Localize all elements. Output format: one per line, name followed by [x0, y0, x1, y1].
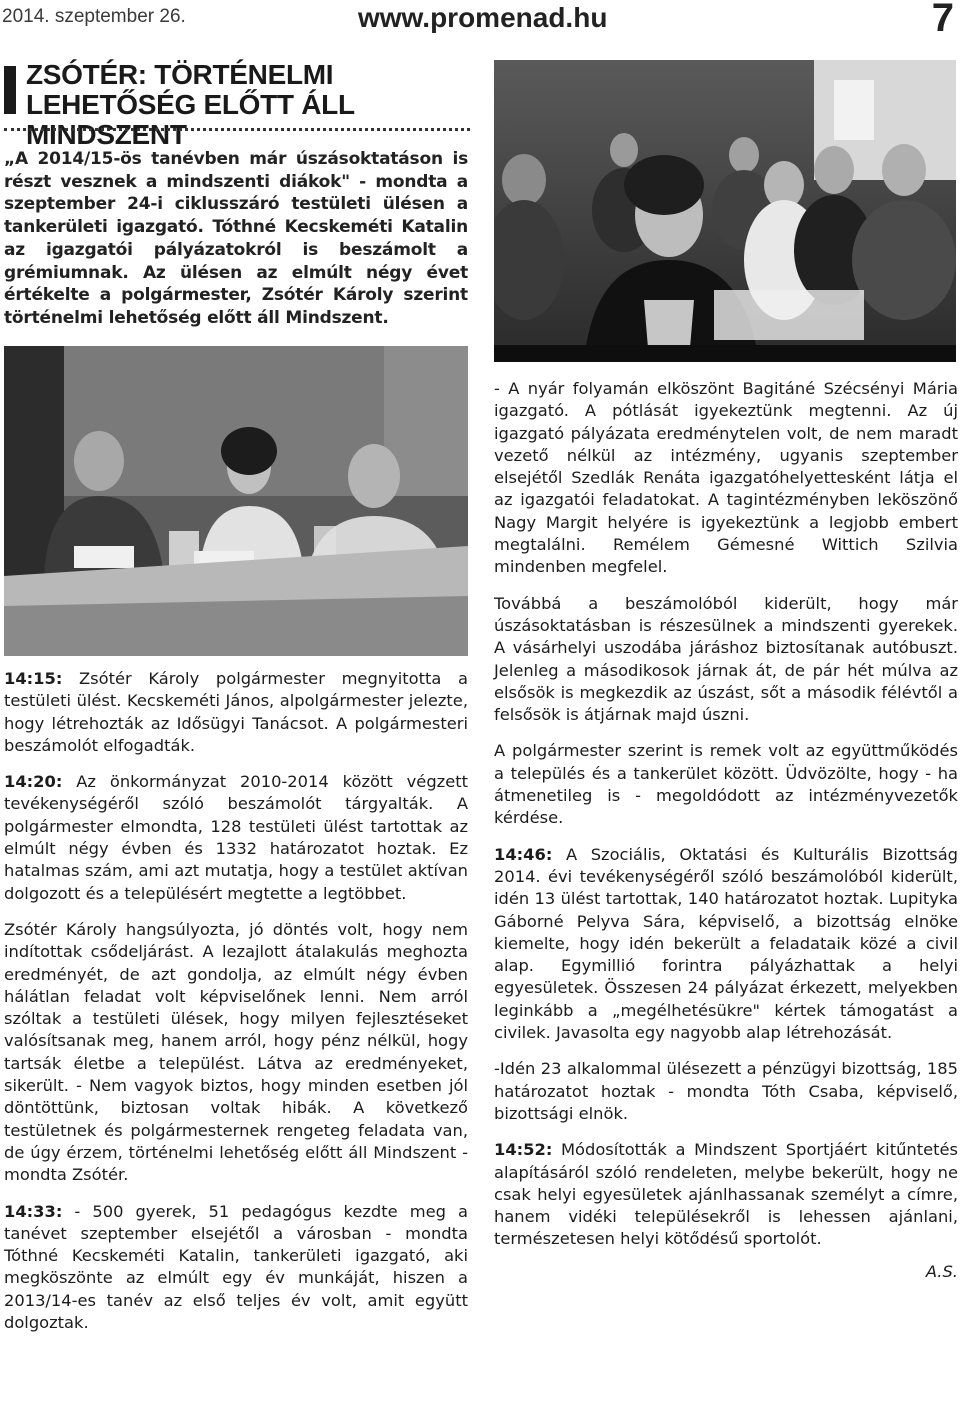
paragraph-text: A polgármester szerint is remek volt az együttműködés a település és a tankerület között. Üdvözölte, hogy - ha átmenetileg is - megoldódott az intézményvezetők kérdése.: [494, 741, 958, 828]
meeting-photo-speaker-image: [494, 60, 956, 362]
paragraph: [4, 1201, 468, 1335]
page-header: [0, 0, 960, 40]
paragraph-text: - A nyár folyamán elköszönt Bagitáné Szécsényi Mária igazgató. A pótlását igyekeztünk megtenni. Az új igazgató pályázata eredménytelen volt, de nem maradt vezető nélkül az intézmény, ugyanis szeptember elsejétől Szedlák Renáta igazgatóhelyettesként látja el az igazgatói feladatokat. A tagintézményben leköszönő Nagy Margit helyére is igyekeztünk a legjobb embert megtalálni. Remélem Gémesné Wittich Szilvia mindenben megfelel.: [494, 379, 958, 577]
meeting-photo-presidium-image: [4, 346, 468, 656]
article-title: ZSÓTÉR: TÖRTÉNELMI LEHETŐSÉG ELŐTT ÁLL MINDSZENT: [26, 59, 355, 150]
timestamp: 14:15:: [4, 669, 63, 688]
paragraph: [4, 919, 468, 1187]
paragraph-text: Zsótér Károly polgármester megnyitotta a testületi ülést. Kecskeméti János, alpolgármester jelezte, hogy létrehozták az Idősügyi Tanácsot. A polgármesteri beszámolót elfogadták.: [4, 669, 468, 755]
paragraph: [494, 1139, 958, 1250]
paragraph-text: - 500 gyerek, 51 pedagógus kezdte meg a tanévet szeptember elsejétől a városban - mondta Tóthné Kecskeméti Katalin, tankerületi igazgató, aki megköszönte az elmúlt egy év munkáját, hiszen a 2013/14-es tanév az első teljes év volt, amit együtt dolgoztak.: [4, 1201, 468, 1333]
timestamp: 14:33:: [4, 1201, 63, 1221]
paragraph-text: Zsótér Károly hangsúlyozta, jó döntés volt, hogy nem indítottak csődeljárást. A lezajlott átalakulás meghozta eredményét, de azt gondolja, az elmúlt négy évben hálátlan feladat volt képviselőnek lenni. Nem arról szóltak a testületi ülések, hogy milyen fejlesztéseket valósítsanak meg, hanem arról, hogy pénz nélkül, hogy tartsák életbe a települést. Látva az eredményeket, sikerült. - Nem vagyok biztos, hogy minden esetben jól döntöttünk, biztosan voltak hibák. A következő testületnek és polgármesternek rengeteg feladata van, de úgy érzem, történelmi lehetőség előtt áll Mindszent - mondta Zsótér.: [4, 919, 468, 1185]
paragraph: [4, 668, 468, 757]
dotted-divider: [4, 128, 470, 131]
paragraph-text: Továbbá a beszámolóból kiderült, hogy már úszásoktatásban is részesülnek a mindszenti gyerekek. A vásárhelyi uszodába járáshoz biztosítanak autóbuszt. Jelenleg a másodikosok járnak át, de pár hét múlva az elsősök is megkezdik az úszást, sőt a második félévtől a felsősök is átjárnak majd úszni.: [494, 593, 958, 725]
paragraph: [494, 1058, 958, 1125]
timestamp: 14:20:: [4, 772, 63, 792]
paragraph-text: A Szociális, Oktatási és Kulturális Bizottság 2014. évi tevékenységéről szóló beszámolóból kiderült, idén 13 ülést tartottak, 140 határozatot hoztak. Lupityka Gáborné Pelyva Sára, képviselő, a bizottság elnöke kiemelte, hogy idén bekerült a feladataik közé a civil alap. Egymillió forintra pályázhattak a helyi egyesületek. Összesen 24 pályázat érkezett, melyekben leginkább a „megélhetésükre" kértek támogatást a civilek. Javasolta egy nagyobb alap létrehozását.: [494, 844, 958, 1043]
article-lead: „A 2014/15-ös tanévben már úszásoktatáson is részt vesznek a mindszenti diákok" - mondta a szeptember 24-i ciklusszáró testületi ülésen a tankerületi igazgató. Tóthné Kecskeméti Katalin az igazgatói pályázatokról is beszámolt a grémiumnak. Az ülésen az elmúlt négy évet értékelte a polgármester, Zsótér Károly szerint történelmi lehetőség előtt áll Mindszent.: [4, 149, 468, 328]
issue-date: 2014. szeptember 26.: [2, 6, 186, 27]
timestamp: 14:46:: [494, 844, 553, 864]
meeting-photo-speaker: [494, 60, 956, 362]
paragraph: [494, 740, 958, 829]
paragraph: [494, 378, 958, 579]
paragraph-text: Módosították a Mindszent Sportjáért kitűntetés alapításáról szóló rendeleten, melybe bekerült, hogy ne csak helyi egyesületek ajánlhassanak személyt a címre, hanem vidéki településekről is lehessen ajánlani, természetesen helyi kötődésű sportolót.: [494, 1140, 958, 1249]
timestamp: 14:52:: [494, 1140, 553, 1160]
site-url[interactable]: www.promenad.hu: [358, 2, 608, 33]
paragraph: [494, 844, 958, 1045]
title-accent-bar: [4, 66, 16, 114]
paragraph-text: Az önkormányzat 2010-2014 között végzett tevékenységéről szóló beszámolót tárgyalták. A polgármester elmondta, 128 testületi ülést tartottak az elmúlt négy évben és 1332 határozatot hoztak. Ez hatalmas szám, ami azt mutatja, hogy a testület aktívan dolgozott és a településért megtette a legtöbbet.: [4, 772, 468, 903]
author-signature: A.S.: [925, 1261, 958, 1281]
meeting-photo-presidium: [4, 346, 468, 656]
paragraph-text: -Idén 23 alkalommal ülésezett a pénzügyi bizottság, 185 határozatot hoztak - mondta Tóth Csaba, képviselő, bizottsági elnök.: [494, 1059, 958, 1123]
article-column-right: [494, 378, 958, 1297]
paragraph: [494, 593, 958, 727]
article-column-left: [4, 668, 468, 1348]
paragraph: [4, 771, 468, 905]
page-number: 7: [931, 0, 954, 40]
